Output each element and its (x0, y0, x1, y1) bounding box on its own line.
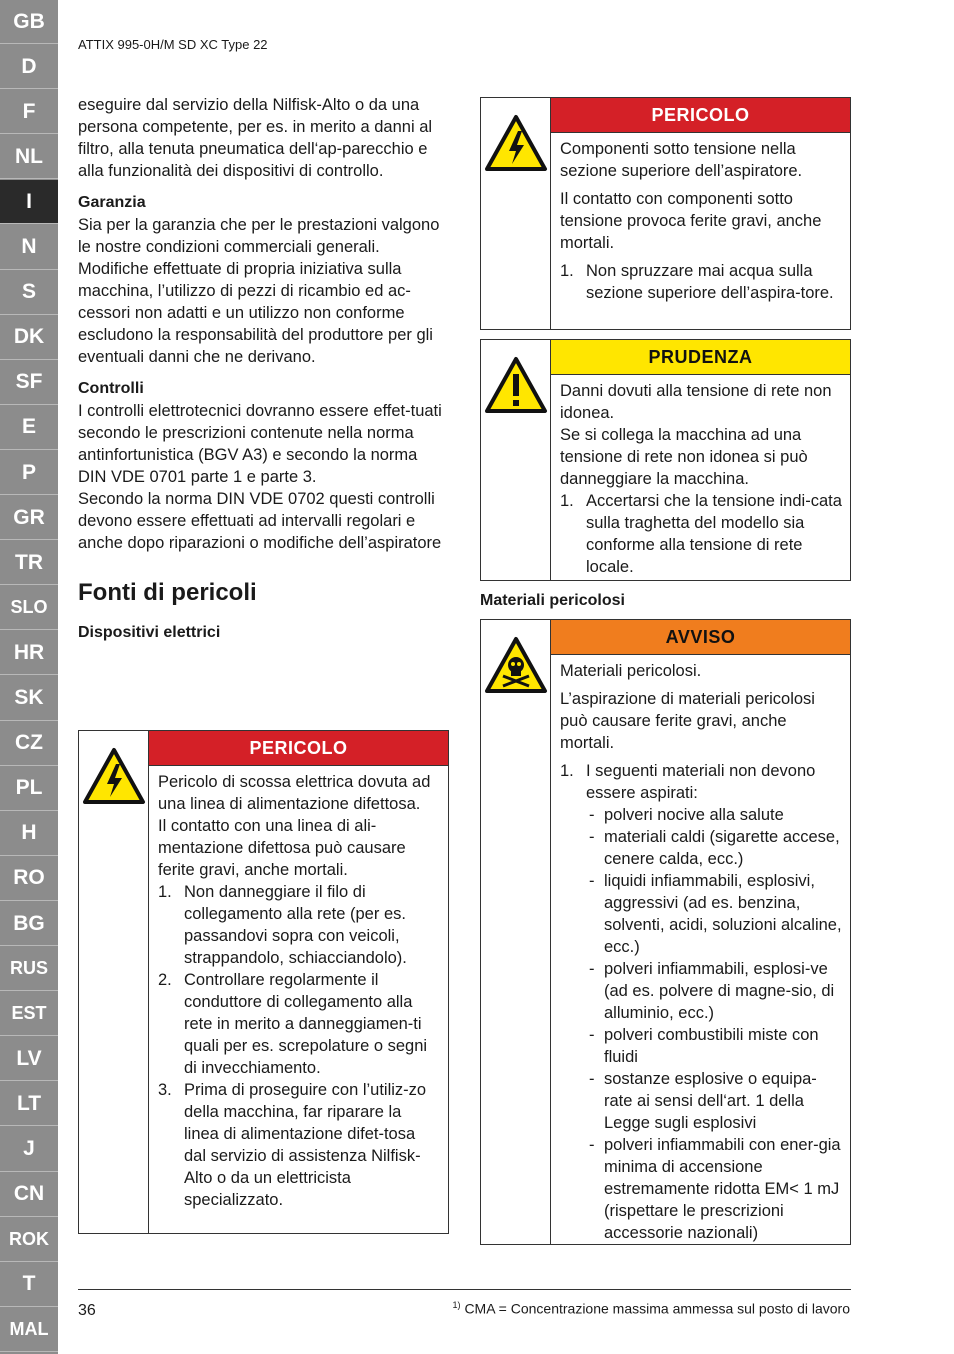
language-tab-ro[interactable]: RO (0, 857, 58, 901)
warning-title: AVVISO (551, 620, 850, 655)
danger-text-2: Il contatto con componenti sotto tensione provoca ferite gravi, anche mortali. (560, 190, 822, 252)
language-tab-f[interactable]: F (0, 90, 58, 134)
language-tab-i[interactable]: I (0, 180, 58, 224)
warning-text-2: L’aspirazione di materiali pericolosi può causare ferite gravi, anche mortali. (560, 690, 815, 752)
caution-text-1: Danni dovuti alla tensione di rete non idonea. (560, 382, 832, 422)
list-item: 1. Accertarsi che la tensione indi-cata sulla traghetta del modello sia conforme alla tensione di rete locale. (560, 492, 842, 576)
sub-list-item: - materiali caldi (sigarette accese, cenere calda, ecc.) (589, 828, 840, 868)
language-tab-cn[interactable]: CN (0, 1173, 58, 1217)
footer-divider (78, 1289, 851, 1290)
language-tab-pl[interactable]: PL (0, 767, 58, 811)
language-tab-cz[interactable]: CZ (0, 722, 58, 766)
controlli-paragraph-1: I controlli elettrotecnici dovranno essere effet-tuati secondo le prescrizioni contenute nella norma antinfortunistica (BGV A3) e secondo la norma DIN VDE 0701 parte 1 e parte 3. (78, 402, 442, 486)
materiali-heading: Materiali pericolosi (480, 592, 625, 609)
language-tab-d[interactable]: D (0, 45, 58, 89)
electric-hazard-icon (481, 98, 551, 329)
language-tab-gr[interactable]: GR (0, 496, 58, 540)
danger-box-components (480, 97, 851, 330)
section-title: Fonti di pericoli (78, 579, 257, 606)
controlli-heading: Controlli (78, 380, 144, 397)
language-tab-est[interactable]: EST (0, 992, 58, 1036)
left-column (78, 94, 450, 644)
danger-text-1: Pericolo di scossa elettrica dovuta ad una linea di alimentazione difettosa. (158, 773, 431, 813)
list-item: 2. Controllare regolarmente il conduttore di collegamento alla rete in merito a danneggiamen-ti quali per es. screpolature o segni di invecchiamento. (158, 971, 428, 1077)
list-item: 3. Prima di proseguire con l’utiliz-zo della macchina, far riparare la linea di alimentazione difet-tosa dal servizio di assistenza Nilfisk-Alto o da un elettricista specializzato. (158, 1081, 427, 1209)
caution-exclamation-icon (481, 340, 551, 580)
sub-list-item: - liquidi infiammabili, esplosivi, aggressivi (ad es. benzina, solventi, acidi, soluzioni alcaline, ecc.) (589, 872, 842, 956)
warning-text-1: Materiali pericolosi. (560, 662, 702, 680)
sub-list-item: - polveri infiammabili con ener-gia minima di accensione estremamente ridotta EM< 1 mJ (rispettare le prescrizioni accessorie nazionali) (589, 1136, 841, 1242)
language-tab-gb[interactable]: GB (0, 0, 58, 44)
language-tab-hr[interactable]: HR (0, 631, 58, 675)
language-sidebar (0, 0, 58, 1354)
toxic-skull-icon (481, 620, 551, 1244)
language-tab-dk[interactable]: DK (0, 316, 58, 360)
language-tab-p[interactable]: P (0, 451, 58, 495)
language-tab-s[interactable]: S (0, 271, 58, 315)
language-tab-slo[interactable]: SLO (0, 586, 58, 630)
danger-title: PERICOLO (551, 98, 850, 133)
language-tab-tr[interactable]: TR (0, 541, 58, 585)
sub-list-item: - polveri nocive alla salute (589, 806, 784, 824)
language-tab-t[interactable]: T (0, 1263, 58, 1307)
danger-steps (158, 881, 440, 1211)
dispositivi-heading: Dispositivi elettrici (78, 624, 221, 641)
language-tab-j[interactable]: J (0, 1128, 58, 1172)
language-tab-bg[interactable]: BG (0, 902, 58, 946)
list-item: 1. Non danneggiare il filo di collegamento alla rete (per es. passandovi sopra con veicoli, strappandolo, schiacciandolo). (158, 883, 407, 967)
danger-box-electrical (78, 730, 449, 1234)
language-tab-h[interactable]: H (0, 812, 58, 856)
language-tab-nl[interactable]: NL (0, 135, 58, 179)
caution-box-voltage (480, 339, 851, 581)
sub-list-item: - polveri infiammabili, esplosi-ve (ad es. polvere di magne-sio, di alluminio, ecc.) (589, 960, 835, 1022)
danger-text-2: Il contatto con una linea di ali-mentazione difettosa può causare ferite gravi, anche mortali. (158, 817, 406, 879)
garanzia-heading: Garanzia (78, 194, 146, 211)
danger-title: PERICOLO (149, 731, 448, 766)
language-tab-e[interactable]: E (0, 406, 58, 450)
list-item: 1. I seguenti materiali non devono essere aspirati: (560, 762, 816, 802)
garanzia-paragraph-1: Sia per la garanzia che per le prestazioni valgono le nostre condizioni commerciali generali. (78, 216, 440, 256)
electric-hazard-icon (79, 731, 149, 1233)
intro-paragraph: eseguire dal servizio della Nilfisk-Alto o da una persona competente, per es. in merito a danni al filtro, alla tenuta pneumatica dell‘ap-parecchio e alla funzionalità dei dispositivi di controllo. (78, 96, 433, 180)
language-tab-rus[interactable]: RUS (0, 947, 58, 991)
language-tab-mal[interactable]: MAL (0, 1308, 58, 1352)
sub-list-item: - polveri combustibili miste con fluidi (589, 1026, 819, 1066)
language-tab-lv[interactable]: LV (0, 1037, 58, 1081)
danger-steps (560, 260, 842, 304)
warning-steps (560, 760, 842, 1244)
footnote: $^{1)}$ CMA = Concentrazione massima ammessa sul posto di lavoro (452, 1300, 850, 1317)
document-header: ATTIX 995-0H/M SD XC Type 22 (78, 37, 268, 52)
warning-box-hazardous-materials (480, 619, 851, 1245)
caution-title: PRUDENZA (551, 340, 850, 375)
danger-text-1: Componenti sotto tensione nella sezione superiore dell’aspiratore. (560, 140, 803, 180)
caution-steps (560, 490, 842, 578)
caution-text-2: Se si collega la macchina ad una tensione di rete non idonea si può danneggiare la macchina. (560, 426, 808, 488)
language-tab-rok[interactable]: ROK (0, 1218, 58, 1262)
page-number: 36 (78, 1302, 96, 1319)
language-tab-sf[interactable]: SF (0, 361, 58, 405)
language-tab-lt[interactable]: LT (0, 1082, 58, 1126)
list-item: 1. Non spruzzare mai acqua sulla sezione superiore dell’aspira-tore. (560, 262, 834, 302)
language-tab-sk[interactable]: SK (0, 677, 58, 721)
sub-list-item: - sostanze esplosive o equipa-rate ai sensi dell‘art. 1 della Legge sugli esplosivi (589, 1070, 817, 1132)
garanzia-paragraph-2: Modifiche effettuate di propria iniziativa sulla macchina, l’utilizzo di pezzi di ricambio ed ac-cessori non adatti e un utilizzo non conforme escludono la responsabilità del produttore per gli eventuali danni che ne derivano. (78, 260, 433, 366)
controlli-paragraph-2: Secondo la norma DIN VDE 0702 questi controlli devono essere effettuati ad intervalli regolari e anche dopo riparazioni o modifiche dell’aspiratore (78, 490, 442, 552)
language-tab-n[interactable]: N (0, 226, 58, 270)
